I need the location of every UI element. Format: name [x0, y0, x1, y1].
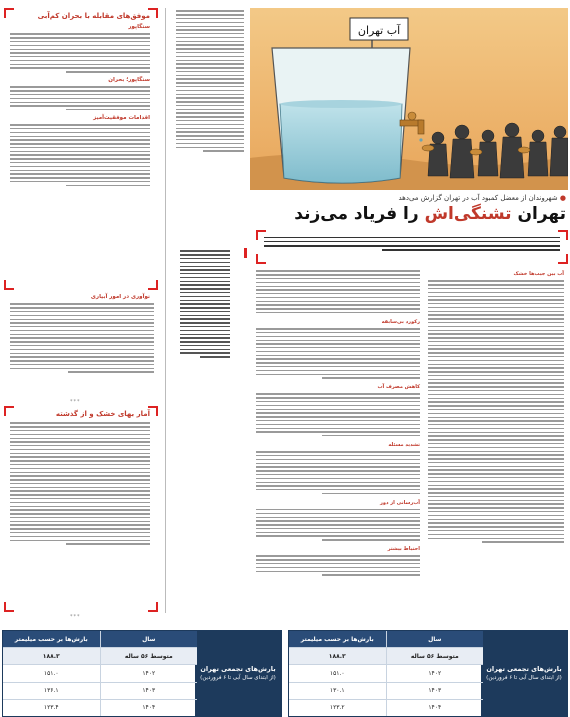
corner-mark	[148, 280, 158, 290]
corner-mark	[148, 406, 158, 416]
pull-quote-column	[174, 248, 238, 398]
article-subheading: رکورد بی‌سابقه	[381, 318, 420, 325]
table-cell: ۱۴۰۲	[428, 670, 442, 677]
table-cell: ۱۴۰۳	[428, 687, 442, 695]
corner-mark	[558, 254, 568, 264]
table-grid	[3, 631, 197, 716]
table-cell: ۱۳۰.۱	[289, 683, 387, 699]
table-cell: ۱۸۸.۳	[3, 648, 101, 664]
water-tank-cartoon	[250, 8, 568, 190]
sidebar-box-bottom	[4, 406, 158, 612]
corner-mark	[4, 8, 14, 18]
corner-mark	[4, 602, 14, 612]
table-header-cell: سال	[428, 635, 442, 643]
table-average-row	[3, 648, 197, 665]
pull-quote-marker	[244, 248, 247, 258]
corner-mark	[4, 280, 14, 290]
sidebar-subheading: نوآوری در امور آبیاری	[90, 294, 150, 300]
table-row	[3, 683, 197, 700]
sidebar-subheading: سنگاپور	[128, 24, 150, 30]
table-cell: ۱۵۱.۰	[289, 665, 387, 681]
sidebar-middle-text	[6, 292, 158, 402]
article-subheading: تشدید مسئله	[388, 441, 420, 448]
table-row	[3, 700, 197, 716]
lead-paragraph	[256, 230, 568, 264]
article-subheading: احتیاط بیشتر	[387, 546, 420, 553]
table-average-row	[289, 648, 483, 665]
headline-end: را فریاد می‌زند	[294, 204, 425, 224]
table-row	[289, 665, 483, 682]
sidebar-subheading: اقدامات موفقیت‌آمیز	[93, 114, 150, 121]
table-cell: متوسط ۵۶ ساله	[124, 652, 173, 660]
table-cell: ۱۵۱.۰	[3, 665, 101, 681]
kicker-text: شهروندان از معضل کمبود آب در تهران گزارش می‌دهد	[398, 194, 558, 202]
table-header-cell: سال	[142, 635, 156, 643]
sidebar-heading: آمار بهای خشک و از گذشته	[55, 410, 150, 418]
sidebar-box-top	[4, 8, 158, 290]
article-column-right	[426, 268, 566, 620]
corner-mark	[148, 602, 158, 612]
corner-mark	[256, 230, 266, 240]
table-cell: ۱۴۰۴	[428, 704, 442, 712]
sidebar-text	[4, 422, 158, 544]
corner-mark	[148, 8, 158, 18]
table-cell: ۱۳۶.۱	[3, 683, 101, 699]
sidebar-text	[4, 124, 158, 186]
rainfall-table	[2, 630, 282, 717]
headline-accent: تشنگی‌اش	[424, 204, 512, 224]
sidebar-text	[4, 33, 158, 72]
sidebar-text	[4, 86, 158, 110]
table-header-row	[289, 631, 483, 648]
corner-mark	[4, 406, 14, 416]
article-subheading: کاهش مصرف آب	[377, 384, 420, 391]
table-row	[289, 700, 483, 716]
corner-mark	[558, 230, 568, 240]
rainfall-table	[288, 630, 568, 717]
corner-mark	[256, 254, 266, 264]
sidebar-heading: موفق‌های مقابله با بحران کم‌آبی	[37, 12, 150, 20]
separator-stars: ***	[70, 399, 81, 405]
table-header-cell: بارش‌ها بر حسب میلیمتر	[3, 631, 101, 647]
intro-text-column	[174, 8, 246, 190]
article-column-left	[254, 268, 422, 620]
table-cell: ۱۴۰۲	[142, 670, 156, 677]
column-divider	[165, 8, 166, 613]
sidebar-subheading: سنگاپور؛ بحران	[108, 76, 150, 83]
left-column	[0, 0, 160, 625]
rainfall-tables	[0, 630, 570, 717]
table-grid	[289, 631, 483, 716]
separator-stars: ***	[70, 614, 81, 620]
table-cell: ۱۸۸.۳	[289, 648, 387, 664]
headline-start: تهران	[511, 204, 566, 224]
tank-sign-text: آب تهران	[357, 24, 401, 37]
table-row	[3, 665, 197, 682]
table-cell: ۱۲۳.۲	[289, 700, 387, 716]
article-subheading: آب‌رسانی از دور	[380, 499, 420, 506]
table-header-row	[3, 631, 197, 648]
cartoon-illustration	[250, 8, 568, 190]
table-header-cell: بارش‌ها بر حسب میلیمتر	[289, 631, 387, 647]
table-cell: ۱۲۳.۴	[3, 700, 101, 716]
table-caption: بارش‌های تجمعی تهران (از ابتدای سال آبی تا ۶ فروردین)	[481, 631, 567, 716]
table-cell: متوسط ۵۶ ساله	[410, 652, 459, 660]
article-kicker: ● شهروندان از معضل کمبود آب در تهران گزارش می‌دهد	[398, 194, 566, 202]
main-article	[170, 0, 570, 625]
article-headline	[236, 204, 566, 224]
table-cell: ۱۴۰۳	[142, 687, 156, 695]
table-row	[289, 683, 483, 700]
table-caption: بارش‌های تجمعی تهران (از ابتدای سال آبی تا ۶ فروردین)	[195, 631, 281, 716]
table-cell: ۱۴۰۴	[142, 704, 156, 712]
article-subheading: آب بین جیب‌ها خشک	[513, 271, 564, 277]
